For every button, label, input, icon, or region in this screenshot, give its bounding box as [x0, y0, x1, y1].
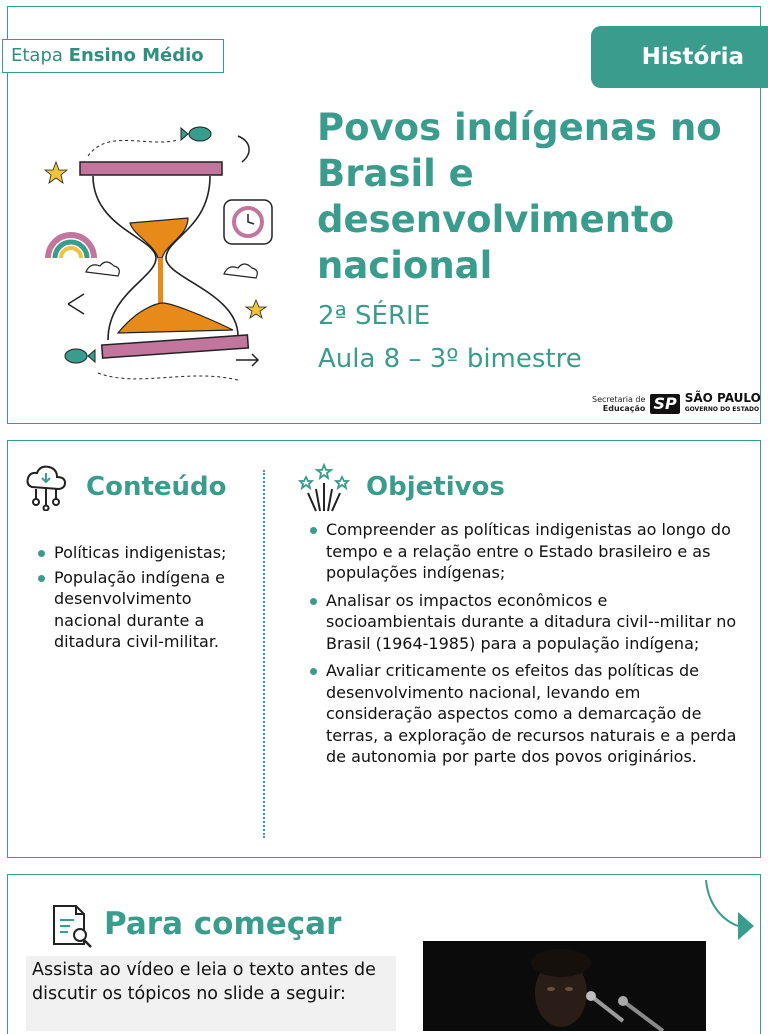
start-heading: Para começar	[104, 906, 342, 942]
content-heading: Conteúdo	[86, 472, 227, 502]
stage-prefix: Etapa	[11, 45, 63, 66]
video-thumbnail[interactable]	[423, 941, 706, 1031]
government-text: GOVERNO DO ESTADO	[684, 406, 760, 413]
list-item: Políticas indigenistas;	[38, 542, 260, 564]
cloud-network-icon	[24, 463, 68, 511]
stage-name: Ensino Médio	[68, 45, 204, 66]
objectives-list	[310, 519, 740, 774]
sp-mark: SP	[650, 394, 679, 414]
subject-tab: História	[591, 26, 768, 88]
sp-name-text: SÃO PAULO	[684, 391, 761, 405]
hourglass-doodle-icon	[38, 118, 288, 393]
arrow-right-icon[interactable]	[702, 878, 756, 944]
government-logo	[592, 392, 761, 416]
sp-name	[685, 393, 761, 415]
content-list	[38, 542, 260, 656]
series-label: 2ª SÉRIE	[318, 301, 431, 331]
secretaria-text: Secretaria de	[592, 395, 646, 404]
list-item: Avaliar criticamente os efeitos das políticas de desenvolvimento nacional, levando em consideração aspectos como a demarcação de terras, a exploração de recursos naturais e a perda de autonomia por parte dos povos originários.	[310, 660, 740, 768]
educacao-text: Educação	[602, 404, 646, 413]
video-frame-icon	[423, 941, 706, 1031]
column-divider	[263, 470, 265, 838]
objectives-heading: Objetivos	[366, 472, 505, 502]
intro-text: Assista ao vídeo e leia o texto antes de discutir os tópicos no slide a seguir:	[26, 956, 396, 1031]
list-item: Compreender as políticas indigenistas ao longo do tempo e a relação entre o Estado brasileiro e as populações indígenas;	[310, 519, 740, 584]
secretaria-label	[592, 395, 645, 413]
list-item: Analisar os impactos econômicos e socioambientais durante a ditadura civil--militar no Brasil (1964-1985) para a população indígena;	[310, 590, 740, 655]
lesson-label: Aula 8 – 3º bimestre	[318, 344, 582, 374]
page-title: Povos indígenas no Brasil e desenvolvimento nacional	[317, 106, 722, 287]
stage-badge	[2, 39, 224, 73]
document-search-icon	[48, 902, 96, 950]
list-item: População indígena e desenvolvimento nacional durante a ditadura civil-militar.	[38, 567, 260, 653]
fireworks-icon	[298, 463, 350, 515]
